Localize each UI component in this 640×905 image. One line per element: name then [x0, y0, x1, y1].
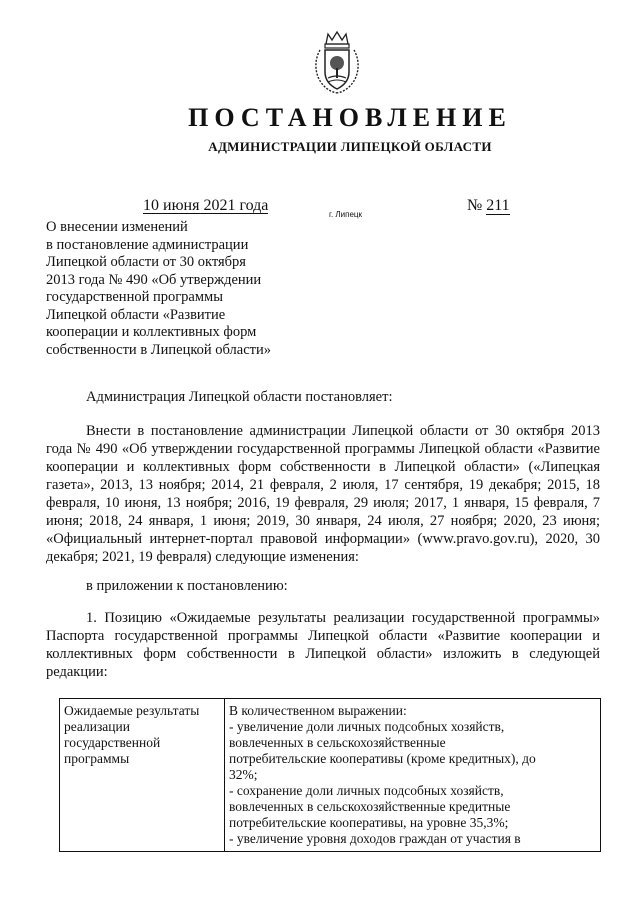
cell-line: потребительские кооперативы, на уровне 35,3%; [229, 815, 509, 830]
paragraph-appendix: в приложении к постановлению: [86, 578, 288, 594]
document-title: ПОСТАНОВЛЕНИЕ [188, 103, 512, 132]
document-number [467, 198, 510, 213]
number-value: 211 [486, 197, 510, 214]
paragraph-amendments: Внести в постановление администрации Липецкой области от 30 октября 2013 года № 490 «Об утверждении государственной программы Липецкой области «Развитие кооперации и коллективных форм собственности в Липецкой области» («Липецкая газета», 2013, 13 ноября; 2014, 21 февраля, 2 июля, 17 сентября, 19 декабря; 2015, 18 февраля, 10 июня, 13 ноября; 2016, 19 февраля, 29 июля; 2017, 1 января, 15 февраля, 7 июня; 2018, 24 января, 1 июня; 2019, 30 января, 24 июля, 27 ноября; 2020, 23 июня; «Официальный интернет-портал правовой информации» (www.pravo.gov.ru), 2020, 30 декабря; 2021, 19 февраля) следующие изменения: [46, 423, 600, 565]
cell-line: государственной [64, 735, 161, 750]
cell-line: Ожидаемые результаты [64, 703, 200, 718]
table-cell-label [60, 699, 225, 852]
subject-line: 2013 года № 490 «Об утверждении [46, 271, 262, 288]
table-cell-content [225, 699, 601, 852]
subject-line: собственности в Липецкой области» [46, 341, 272, 358]
subject-line: О внесении изменений [46, 219, 188, 235]
cell-line: - сохранение доли личных подсобных хозяйств, [229, 783, 504, 798]
cell-line: 32%; [229, 767, 258, 782]
cell-line: В количественном выражении: [229, 703, 407, 718]
cell-line: - увеличение доли личных подсобных хозяйств, [229, 719, 505, 734]
subject-line: в постановление администрации [46, 236, 249, 253]
paragraph-item-1: 1. Позицию «Ожидаемые результаты реализации государственной программы» Паспорта государственной программы Липецкой области «Развитие кооперации и коллективных форм собственности в Липецкой области» изложить в следующей редакции: [46, 610, 600, 680]
document-date: 10 июня 2021 года [143, 197, 269, 214]
cell-line: вовлеченных в сельскохозяйственные [229, 735, 446, 750]
document-subtitle: АДМИНИСТРАЦИИ ЛИПЕЦКОЙ ОБЛАСТИ [208, 139, 492, 154]
subject-line: государственной программы [46, 289, 223, 305]
number-sign: № [467, 197, 483, 214]
cell-line: вовлеченных в сельскохозяйственные кредитные [229, 799, 511, 814]
paragraph-resolves: Администрация Липецкой области постановляет: [86, 389, 393, 405]
cell-line: реализации [64, 719, 130, 734]
cell-line: - увеличение уровня доходов граждан от участия в [229, 831, 521, 846]
subject-line: Липецкой области «Развитие [46, 306, 226, 323]
coat-of-arms-icon [312, 30, 362, 96]
table-row [60, 699, 601, 852]
expected-results-table [59, 698, 601, 852]
cell-line: потребительские кооперативы (кроме кредитных), до [229, 751, 536, 766]
document-subject [46, 219, 306, 359]
document-place: г. Липецк [329, 210, 362, 219]
cell-line: программы [64, 751, 130, 766]
subject-line: кооперации и коллективных форм [46, 324, 257, 340]
subject-line: Липецкой области от 30 октября [46, 254, 246, 270]
